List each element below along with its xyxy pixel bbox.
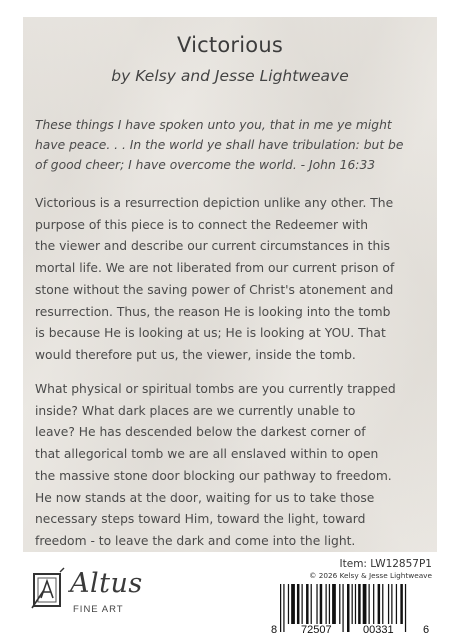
barcode-digit-trail: 6 [423, 624, 430, 636]
barcode-digits [270, 624, 432, 638]
barcode-bar [391, 584, 392, 624]
barcode-bar [291, 584, 295, 624]
scripture-quote [35, 115, 427, 175]
barcode-bar [369, 584, 370, 624]
barcode-bar [363, 584, 367, 624]
paragraph-line: stone without the saving power of Christ's atonement and [35, 282, 394, 297]
barcode [270, 584, 432, 640]
description-paragraph-1 [35, 193, 427, 367]
barcode-bar [358, 584, 361, 624]
barcode-bar [378, 584, 381, 624]
description-paragraph-2 [35, 379, 427, 552]
barcode-bar [332, 584, 336, 624]
paragraph-line: mortal life. We are not liberated from our current prison of [35, 261, 395, 276]
barcode-digits-right: 00331 [363, 624, 394, 636]
description-card [23, 17, 437, 552]
paragraph-line: He now stands at the door, waiting for us to take those [35, 490, 375, 505]
barcode-bar [373, 584, 374, 624]
altus-logo [30, 562, 190, 634]
paragraph-line: Victorious is a resurrection depiction unlike any other. The [35, 196, 394, 210]
barcode-bar [339, 584, 340, 624]
paragraph-line: necessary steps toward Him, toward the light, toward [35, 512, 366, 527]
barcode-bar [302, 584, 303, 624]
copyright-notice: © 2026 Kelsy & Jesse Lightweave [309, 571, 432, 580]
paragraph-line: inside? What dark places are we currently unable to [35, 403, 356, 418]
item-number: Item: LW12857P1 [339, 558, 432, 570]
paragraph-line: the viewer and describe our current circumstances in this [35, 239, 391, 254]
paragraph-line: that allegorical tomb we are all enslaved within to open [35, 447, 379, 462]
barcode-bar [329, 584, 330, 624]
barcode-digits-left: 72507 [301, 624, 332, 636]
paragraph-line: purpose of this piece is to connect the Redeemer with [35, 217, 369, 232]
barcode-bar [311, 584, 312, 624]
barcode-bar [400, 584, 403, 624]
framed-painting-icon [30, 566, 66, 610]
paragraph-line: What physical or spiritual tombs are you currently trapped [35, 382, 396, 396]
paragraph-line: would therefore put us, the viewer, inside the tomb. [35, 347, 356, 362]
quote-line: of good cheer; I have overcome the world. - John 16:33 [35, 158, 376, 172]
barcode-bar [288, 584, 289, 624]
barcode-bar [306, 584, 309, 624]
barcode-bar [320, 584, 323, 624]
paragraph-line: resurrection. Thus, the reason He is looking into the tomb [35, 304, 391, 319]
artwork-title: Victorious [177, 33, 283, 57]
barcode-bar [382, 584, 383, 624]
barcode-bar [388, 584, 389, 624]
barcode-bar [326, 584, 327, 624]
logo-subtitle: FINE ART [73, 604, 124, 615]
barcode-bar [297, 584, 300, 624]
paragraph-line: leave? He has descended below the darkest corner of [35, 425, 366, 440]
barcode-bar [396, 584, 397, 624]
paragraph-line: is because He is looking at us; He is looking at YOU. That [35, 326, 386, 341]
artist-byline: by Kelsy and Jesse Lightweave [111, 67, 349, 85]
barcode-digit-lead: 8 [271, 624, 278, 636]
quote-line: These things I have spoken unto you, that in me ye might [35, 118, 392, 132]
paragraph-line: freedom - to leave the dark and come into the light. [35, 533, 356, 548]
barcode-bar [352, 584, 353, 624]
logo-name: Altus [70, 568, 143, 599]
quote-line: have peace. . . In the world ye shall have tribulation: but be [35, 138, 404, 152]
barcode-bar [316, 584, 317, 624]
paragraph-line: the massive stone door blocking our pathway to freedom. [35, 468, 392, 483]
barcode-bar [355, 584, 356, 624]
